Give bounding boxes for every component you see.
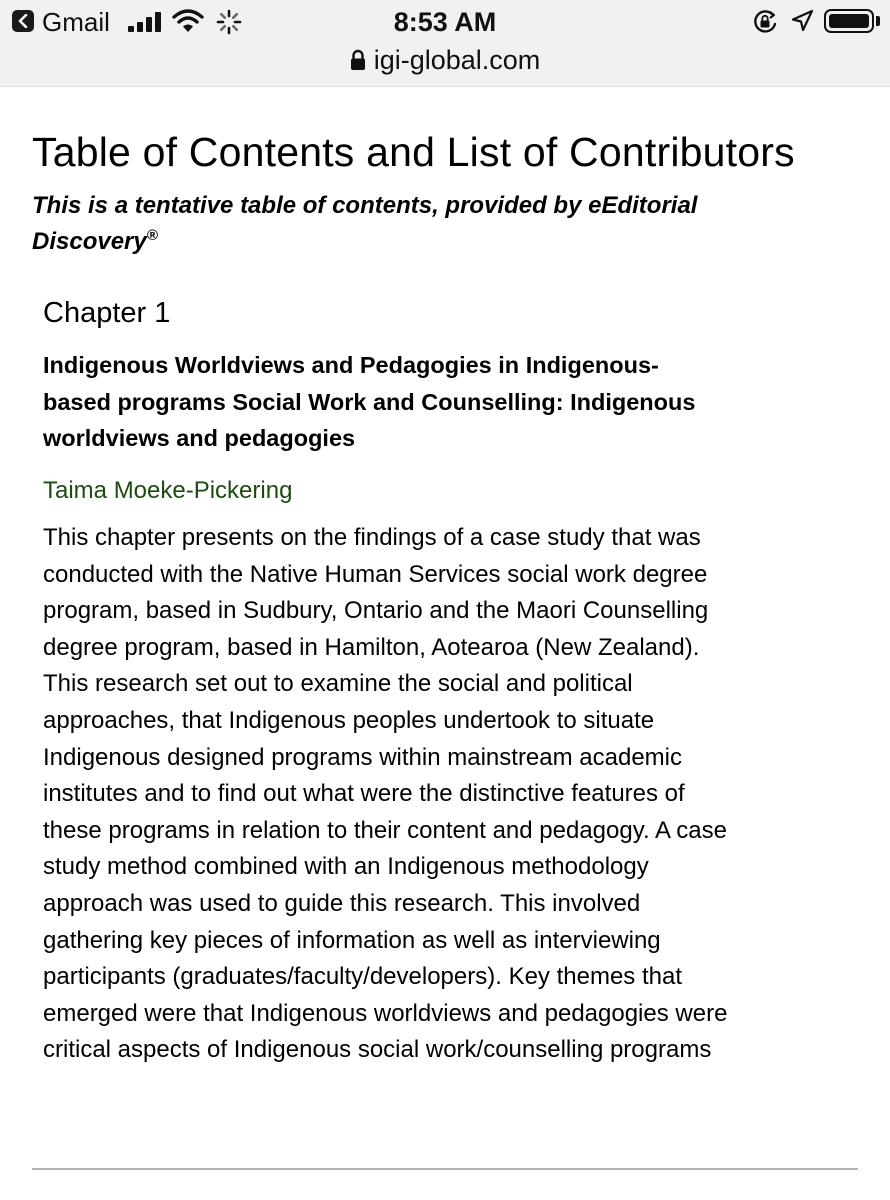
url-text[interactable]: igi-global.com bbox=[373, 45, 541, 75]
status-bar bbox=[0, 0, 890, 44]
page-title: Table of Contents and List of Contributors bbox=[32, 129, 795, 175]
battery-tip bbox=[876, 16, 880, 26]
registered-mark: ® bbox=[146, 227, 158, 244]
page-subtitle bbox=[32, 188, 792, 260]
address-display[interactable] bbox=[0, 44, 890, 76]
section-divider bbox=[32, 1168, 858, 1170]
status-time: 8:53 AM bbox=[393, 7, 497, 37]
orientation-lock-icon bbox=[752, 9, 778, 35]
back-app-label[interactable]: Gmail bbox=[42, 7, 110, 37]
chapter-abstract: This chapter presents on the findings of a case study that was conducted with the Native Human Services social work degree program, based in Sudbury, Ontario and the Maori Counselling degree program, based in Hamilton, Aotearoa (New Zealand). This research set out to examine the social and political approaches, that Indigenous peoples undertook to situate Indigenous designed programs within mainstream academic institutes and to find out what were the distinctive features of these programs in relation to their content and pedagogy. A case study method combined with an Indigenous methodology approach was used to guide this research. This involved gathering key pieces of information as well as interviewing participants (graduates/faculty/developers). Key themes that emerged were that Indigenous worldviews and pedagogies were critical aspects of Indigenous social work/counselling programs bbox=[43, 524, 728, 1064]
chapter-author-link[interactable]: Taima Moeke-Pickering bbox=[43, 477, 293, 504]
url-bar[interactable] bbox=[0, 44, 890, 87]
subtitle-text: This is a tentative table of contents, provided by eEditorial Discovery bbox=[32, 192, 698, 255]
padlock-icon bbox=[350, 49, 366, 71]
location-arrow-icon bbox=[790, 9, 814, 33]
battery-icon bbox=[824, 9, 874, 33]
chapter-label: Chapter 1 bbox=[43, 297, 171, 329]
chapter-title[interactable]: Indigenous Worldviews and Pedagogies in Indigenous-based programs Social Work and Counselling: Indigenous worldviews and pedagogies bbox=[43, 352, 696, 451]
